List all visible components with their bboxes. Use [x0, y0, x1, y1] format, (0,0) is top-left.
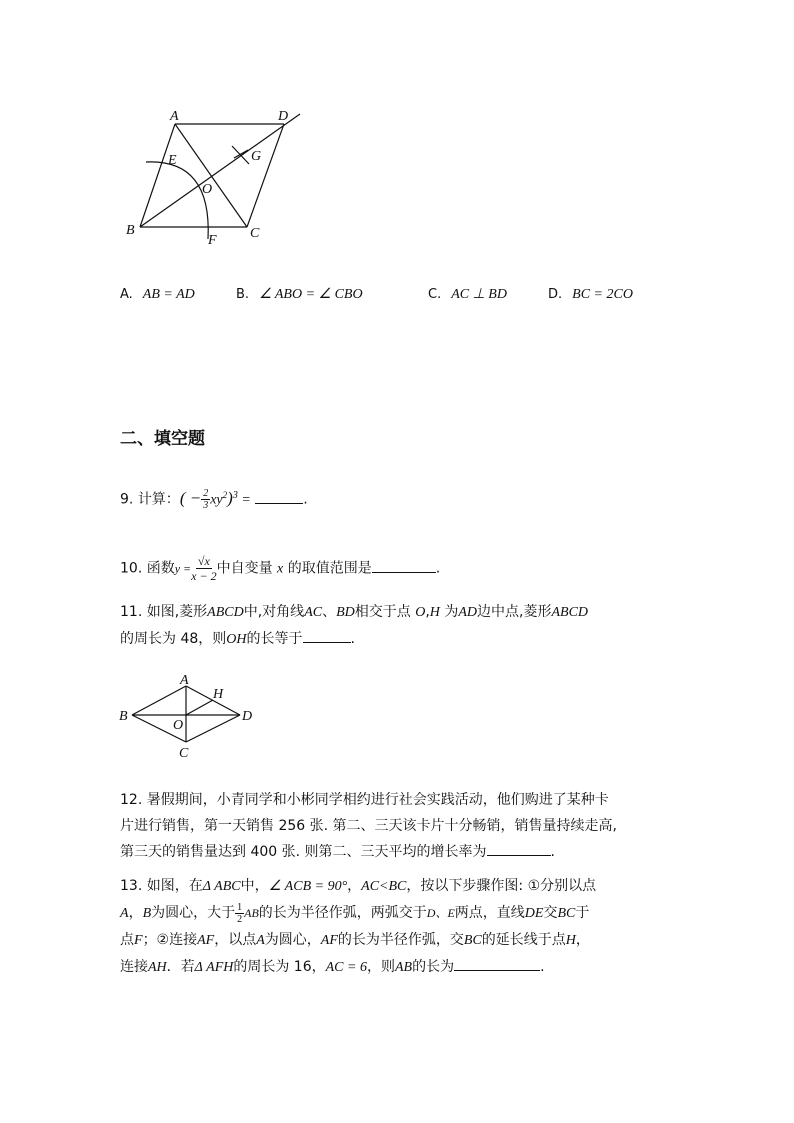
math-var: O — [415, 605, 426, 620]
math-y: y = — [174, 561, 192, 576]
choice-a[interactable] — [120, 286, 195, 303]
choice-expr: ∠ ABO = ∠ CBO — [259, 287, 363, 302]
answer-blank[interactable] — [454, 956, 540, 971]
answer-blank[interactable] — [303, 628, 351, 643]
q-text: 中,对角线 — [243, 604, 305, 620]
q-text: ；②连接 — [142, 932, 198, 948]
frac-num: 1 — [237, 901, 243, 913]
choice-d[interactable] — [548, 286, 633, 303]
math-paren-right: ) — [227, 488, 233, 508]
ray-bd-extended — [140, 114, 300, 227]
label-g: G — [251, 149, 262, 164]
q-text: 如图,菱形 — [146, 604, 208, 620]
math-var: AD — [458, 605, 478, 620]
q-text: , — [425, 604, 430, 620]
math-var: ABCD — [207, 605, 244, 620]
label-h: H — [213, 687, 224, 702]
q-end: . — [350, 631, 355, 647]
math-var: AF — [197, 933, 215, 948]
q-text: 计算： — [137, 491, 180, 508]
math-var: A — [256, 933, 265, 948]
q-text: ，以点 — [214, 932, 257, 948]
q-text: 为 — [444, 604, 459, 620]
question-12 — [120, 787, 680, 865]
label-c: C — [250, 226, 260, 241]
edge-ab — [140, 124, 175, 227]
answer-blank[interactable] — [372, 558, 436, 573]
section-title: 二、填空题 — [120, 429, 205, 449]
exponent: 2 — [222, 490, 228, 500]
math-equals: = — [237, 492, 251, 508]
math-var: D、E — [426, 906, 455, 920]
q-text: 为圆心， — [264, 932, 321, 948]
q-text: ， — [128, 905, 143, 921]
q-text: ， — [347, 878, 362, 894]
math-var: AH — [148, 960, 167, 975]
label-o: O — [202, 182, 213, 197]
math-expr: AC = 6 — [325, 960, 367, 975]
answer-blank[interactable] — [487, 841, 551, 856]
math-var: H — [429, 605, 440, 620]
q-text: 点 — [120, 932, 134, 948]
q-text: 、 — [322, 604, 337, 620]
math-var: AC — [304, 605, 323, 620]
math-expr: AC<BC — [361, 879, 407, 894]
q-text: 为圆心，大于 — [151, 905, 236, 921]
q-number: 10. — [120, 560, 143, 577]
q-end: . — [303, 491, 308, 508]
label-c: C — [179, 746, 189, 761]
q-text: 的长为半径作弧，交 — [337, 932, 464, 948]
label-d: D — [242, 709, 253, 724]
q-text: 于 — [575, 905, 590, 921]
q-text: 两点，直线 — [454, 905, 525, 921]
math-var: F — [134, 933, 143, 948]
math-var: H — [565, 933, 576, 948]
q-end: . — [435, 560, 441, 577]
choice-b[interactable] — [236, 286, 363, 303]
math-var: BC — [557, 906, 576, 921]
q-line — [120, 954, 680, 981]
math-var: x — [277, 561, 284, 577]
frac-num: 2 — [203, 488, 209, 500]
figure-rhombus — [116, 672, 266, 762]
q-text: 的周长为 48，则 — [120, 631, 227, 647]
q-text: 中， — [240, 878, 269, 894]
label-a: A — [170, 109, 179, 124]
math-var: B — [142, 906, 152, 921]
q-line: 12. 暑假期间，小青同学和小彬同学相约进行社会实践活动，他们购进了某种卡 — [120, 792, 609, 808]
exponent: 3 — [232, 490, 238, 501]
q-line — [120, 599, 680, 626]
fraction — [235, 902, 244, 925]
math-term: xy — [210, 492, 223, 508]
q-text: 13. 如图，在 — [120, 878, 203, 894]
frac-den: 2 — [237, 913, 243, 925]
math-var: ABCD — [551, 605, 589, 620]
q-end: . — [540, 959, 545, 975]
fraction — [201, 488, 210, 511]
math-var: A — [120, 906, 129, 921]
q-number: 9. — [120, 491, 134, 508]
math-var: BC — [463, 933, 482, 948]
q-text: 的长为 — [412, 959, 455, 975]
q-text: 中自变量 — [216, 560, 273, 577]
question-11 — [120, 599, 680, 653]
q-text: ， — [575, 932, 590, 948]
q-line — [120, 839, 680, 865]
question-10 — [120, 554, 680, 583]
math-var: BD — [336, 605, 355, 620]
label-o: O — [173, 718, 184, 733]
q-text: 的长等于 — [246, 631, 303, 647]
q-text: ，按以下步骤作图: ①分别以点 — [406, 878, 597, 894]
math-var: AB — [394, 960, 413, 975]
q-line: 片进行销售，第一天销售 256 张. 第二、三天该卡片十分畅销，销售量持续走高, — [120, 818, 617, 834]
q-line — [120, 873, 680, 900]
math-var: OH — [226, 632, 247, 647]
choice-c[interactable] — [428, 286, 507, 303]
edge-dc — [186, 715, 240, 742]
label-b: B — [126, 223, 135, 238]
segment-oh — [186, 700, 213, 715]
q-text: ，则 — [366, 959, 395, 975]
frac-den: 3 — [203, 500, 209, 512]
q-text: 边中点,菱形 — [477, 604, 552, 620]
q-text: 相交于点 — [354, 604, 411, 620]
frac-num: √x — [197, 554, 210, 568]
fraction — [191, 554, 216, 583]
q-text: ．若 — [166, 959, 195, 975]
choice-key: D. — [548, 287, 563, 302]
q-number: 11. — [120, 604, 143, 620]
label-d: D — [278, 109, 289, 124]
answer-blank[interactable] — [255, 489, 303, 504]
q-line — [120, 626, 680, 653]
q-text: 的周长为 16， — [233, 959, 326, 975]
math-expr: ∠ ACB = 90° — [268, 879, 348, 894]
choice-expr: BC = 2CO — [572, 287, 633, 302]
math-var: AF — [320, 933, 338, 948]
choice-expr: AB = AD — [142, 287, 195, 302]
math-var: AB — [244, 906, 259, 920]
math-expr: Δ AFH — [194, 960, 234, 975]
q-line — [120, 927, 680, 954]
q-text: 第三天的销售量达到 400 张. 则第二、三天平均的增长率为 — [120, 844, 487, 860]
label-a: A — [180, 673, 189, 688]
label-e: E — [168, 153, 177, 168]
q-text: 的取值范围是 — [287, 560, 372, 577]
math-var: Δ ABC — [202, 879, 241, 894]
choice-key: B. — [236, 287, 250, 302]
arc-mark-g1 — [232, 146, 249, 164]
question-9 — [120, 482, 680, 514]
q-text: 连接 — [120, 959, 148, 975]
edge-ba — [132, 686, 186, 715]
choice-key: C. — [428, 287, 442, 302]
choice-key: A. — [120, 287, 133, 302]
edge-dc — [247, 124, 284, 227]
figure-parallelogram-construction — [120, 104, 320, 254]
q-text: 交 — [543, 905, 558, 921]
choice-expr: AC ⊥ BD — [451, 287, 507, 302]
label-b: B — [119, 709, 128, 724]
q-line — [120, 900, 680, 927]
q-text: 的延长线于点 — [481, 932, 566, 948]
diagonal-ac — [175, 124, 247, 227]
question-13 — [120, 873, 680, 981]
q-text: 函数 — [146, 560, 175, 577]
frac-den: x − 2 — [191, 569, 217, 583]
label-f: F — [208, 233, 217, 248]
q-end: . — [550, 844, 555, 860]
answer-choices — [120, 286, 740, 306]
math-var: DE — [524, 906, 544, 921]
q-text: 的长为半径作弧，两弧交于 — [258, 905, 427, 921]
math-paren-left: ( − — [179, 488, 202, 508]
